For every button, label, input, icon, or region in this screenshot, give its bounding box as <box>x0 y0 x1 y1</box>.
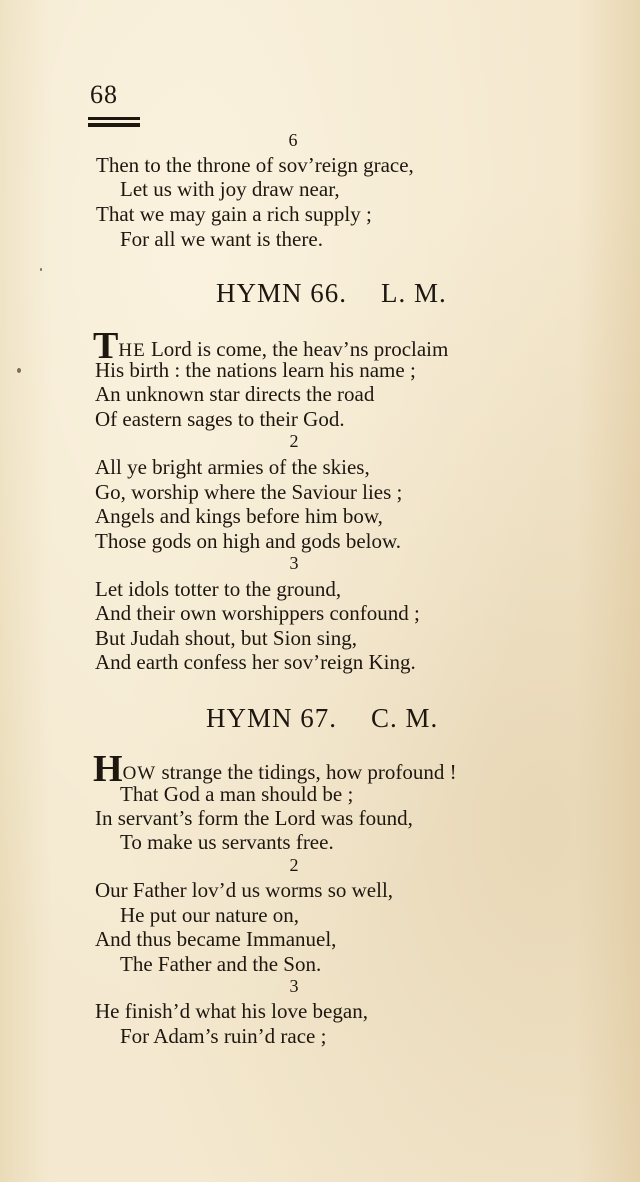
verse-line: Go, worship where the Saviour lies ; <box>95 480 403 504</box>
paper-speck <box>40 268 42 271</box>
verse-number: 3 <box>289 976 299 996</box>
drop-cap: H <box>93 748 123 790</box>
verse-line: That we may gain a rich supply ; <box>96 202 372 226</box>
paper-speck <box>17 368 21 373</box>
verse-number: 6 <box>288 130 298 150</box>
verse-line: To make us servants free. <box>120 830 334 854</box>
line-text: Lord is come, the heav’ns proclaim <box>145 337 449 361</box>
verse-line: He finish’d what his love began, <box>95 999 368 1023</box>
verse-number: 2 <box>289 855 299 875</box>
verse-line: An unknown star directs the road <box>95 382 375 406</box>
small-caps: HE <box>118 340 146 361</box>
verse-number: 3 <box>289 553 299 573</box>
page-number: 68 <box>90 80 118 109</box>
hymn-title <box>216 278 447 309</box>
hymn-number: HYMN 66. <box>216 278 348 308</box>
verse-line: Let us with joy draw near, <box>120 177 340 201</box>
verse-line: All ye bright armies of the skies, <box>95 455 370 479</box>
verse-line: He put our nature on, <box>120 903 300 927</box>
verse-line: And thus became Immanuel, <box>95 927 337 951</box>
verse-line: The Father and the Son. <box>120 952 322 976</box>
verse-line: Then to the throne of sov’reign grace, <box>96 153 414 177</box>
verse-line: Let idols totter to the ground, <box>95 577 342 601</box>
verse-line: Our Father lov’d us worms so well, <box>95 878 394 902</box>
verse-line: For all we want is there. <box>120 227 323 251</box>
hymn-title <box>206 703 438 734</box>
drop-cap: T <box>93 325 119 367</box>
verse-line: But Judah shout, but Sion sing, <box>95 626 357 650</box>
hymn-number: HYMN 67. <box>206 703 338 733</box>
verse-line: Of eastern sages to their God. <box>95 407 345 431</box>
verse-line: And earth confess her sov’reign King. <box>95 650 416 674</box>
verse-line: And their own worshippers confound ; <box>95 601 420 625</box>
verse-line: Angels and kings before him bow, <box>95 504 383 528</box>
verse-number: 2 <box>289 431 299 451</box>
small-caps: OW <box>122 763 157 784</box>
verse-line: His birth : the nations learn his name ; <box>95 358 416 382</box>
verse-line: In servant’s form the Lord was found, <box>95 806 413 830</box>
verse-line: That God a man should be ; <box>120 782 354 806</box>
hymn-meter: L. M. <box>381 278 447 308</box>
line-text: strange the tidings, how profound ! <box>156 760 457 784</box>
verse-line: Those gods on high and gods below. <box>95 529 402 553</box>
verse-line: For Adam’s ruin’d race ; <box>120 1024 327 1048</box>
header-rule-bottom <box>88 123 140 127</box>
header-rule-top <box>88 117 140 120</box>
hymn-meter: C. M. <box>371 703 439 733</box>
